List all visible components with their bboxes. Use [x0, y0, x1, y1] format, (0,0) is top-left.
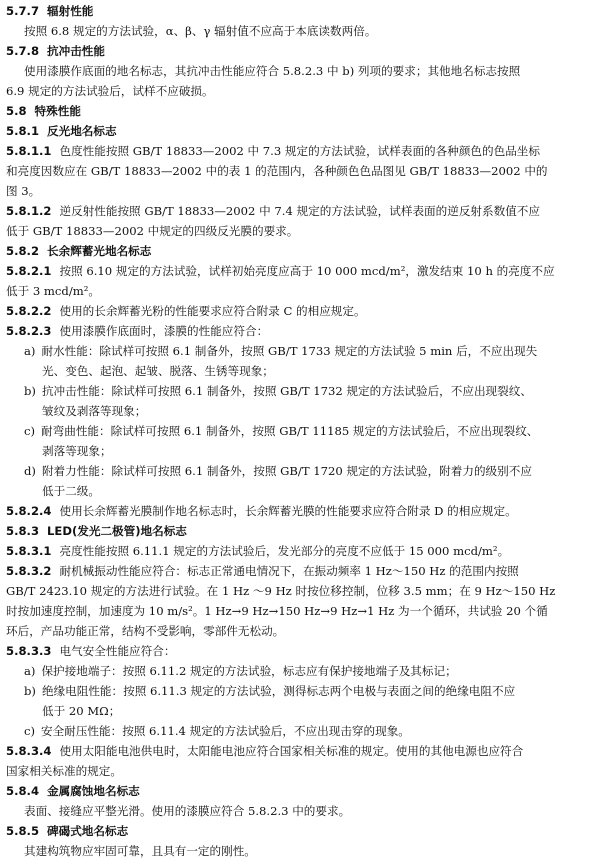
section-5-8-4-heading: 5.8.4 金属腐蚀地名标志 [6, 784, 140, 798]
section-5-8-3-4-line-2: 国家相关标准的规定。 [6, 764, 122, 778]
section-5-8-1-2-line-2: 低于 GB/T 18833—2002 中规定的四级反光膜的要求。 [6, 224, 299, 238]
list-item-b: b) 抗冲击性能：除试样可按照 6.1 制备外，按照 GB/T 1732 规定的方法试验后，不应出现裂纹、 [24, 384, 532, 398]
section-5-8-2-heading: 5.8.2 长余辉蓄光地名标志 [6, 244, 152, 258]
list-item-c: c) 耐弯曲性能：除试样可按照 6.1 制备外，按照 GB/T 11185 规定的方法试验后，不应出现裂纹、 [24, 424, 539, 438]
section-5-8-3-2-line-1: 5.8.3.2 耐机械振动性能应符合：标志正常通电情况下，在振动频率 1 Hz～150 Hz 的范围内按照 [6, 564, 519, 578]
section-5-8-3-3: 5.8.3.3 电气安全性能应符合： [6, 644, 176, 658]
section-5-7-8-text-1: 使用漆膜作底面的地名标志，其抗冲击性能应符合 5.8.2.3 中 b) 列项的要求；其他地名标志按照 [24, 64, 521, 78]
list-item-b-cont: 皱纹及剥落等现象； [42, 404, 147, 418]
section-5-7-8-heading: 5.7.8 抗冲击性能 [6, 44, 105, 58]
elec-item-c: c) 安全耐压性能：按照 6.11.4 规定的方法试验后，不应出现击穿的现象。 [24, 724, 410, 738]
list-item-d-cont: 低于二级。 [42, 484, 100, 498]
section-5-8-2-1-line-1: 5.8.2.1 按照 6.10 规定的方法试验，试样初始亮度应高于 10 000 mcd/m²，激发结束 10 h 的亮度不应 [6, 264, 555, 278]
section-5-8-1-heading: 5.8.1 反光地名标志 [6, 124, 117, 138]
section-5-8-5-heading: 5.8.5 碑碣式地名标志 [6, 824, 129, 838]
section-5-8-4-text: 表面、接缝应平整光滑。使用的漆膜应符合 5.8.2.3 中的要求。 [24, 804, 351, 818]
section-5-8-2-4: 5.8.2.4 使用长余辉蓄光膜制作地名标志时，长余辉蓄光膜的性能要求应符合附录 D 的相应规定。 [6, 504, 517, 518]
section-5-8-3-4-line-1: 5.8.3.4 使用太阳能电池供电时，太阳能电池应符合国家相关标准的规定。使用的其他电源也应符合 [6, 744, 524, 758]
section-5-7-7-text: 按照 6.8 规定的方法试验，α、β、γ 辐射值不应高于本底读数两倍。 [24, 24, 377, 38]
section-5-8-3-1: 5.8.3.1 亮度性能按照 6.11.1 规定的方法试验后，发光部分的亮度不应低于 15 000 mcd/m²。 [6, 544, 510, 558]
section-5-8-heading: 5.8 特殊性能 [6, 104, 81, 118]
section-5-8-1-2-line-1: 5.8.1.2 逆反射性能按照 GB/T 18833—2002 中 7.4 规定的方法试验，试样表面的逆反射系数值不应 [6, 204, 540, 218]
section-5-8-3-2-line-4: 环后，产品功能正常，结构不受影响，零部件无松动。 [6, 624, 285, 638]
elec-item-b: b) 绝缘电阻性能：按照 6.11.3 规定的方法试验，测得标志两个电极与表面之间的绝缘电阻不应 [24, 684, 516, 698]
list-item-a: a) 耐水性能：除试样可按照 6.1 制备外，按照 GB/T 1733 规定的方法试验 5 min 后，不应出现失 [24, 344, 538, 358]
section-5-8-2-1-line-2: 低于 3 mcd/m²。 [6, 284, 100, 298]
list-item-a-cont: 光、变色、起泡、起皱、脱落、生锈等现象； [42, 364, 274, 378]
section-5-8-1-1-line-2: 和亮度因数应在 GB/T 18833—2002 中的表 1 的范围内，各种颜色色品图见 GB/T 18833—2002 中的 [6, 164, 548, 178]
section-5-8-1-1-line-1: 5.8.1.1 色度性能按照 GB/T 18833—2002 中 7.3 规定的方法试验，试样表面的各种颜色的色品坐标 [6, 144, 540, 158]
section-5-8-1-1-line-3: 图 3。 [6, 184, 41, 198]
section-5-8-2-2: 5.8.2.2 使用的长余辉蓄光粉的性能要求应符合附录 C 的相应规定。 [6, 304, 366, 318]
elec-item-a: a) 保护接地端子：按照 6.11.2 规定的方法试验，标志应有保护接地端子及其标记； [24, 664, 457, 678]
section-5-7-7-heading: 5.7.7 辐射性能 [6, 4, 94, 18]
section-5-8-3-2-line-3: 时按加速度控制，加速度为 10 m/s²。1 Hz→9 Hz→150 Hz→9 Hz→1 Hz 为一个循环，共试验 20 个循 [6, 604, 548, 618]
list-item-d: d) 附着力性能：除试样可按照 6.1 制备外，按照 GB/T 1720 规定的方法试验，附着力的级别不应 [24, 464, 532, 478]
list-item-c-cont: 剥落等现象； [42, 444, 112, 458]
elec-item-b-cont: 低于 20 MΩ； [42, 704, 121, 718]
section-5-7-8-text-2: 6.9 规定的方法试验后，试样不应破损。 [6, 84, 214, 98]
section-5-8-3-heading: 5.8.3 LED(发光二极管)地名标志 [6, 524, 187, 538]
section-5-8-5-text: 其建构筑物应牢固可靠，且具有一定的刚性。 [24, 844, 256, 858]
section-5-8-2-3: 5.8.2.3 使用漆膜作底面时，漆膜的性能应符合： [6, 324, 269, 338]
section-5-8-3-2-line-2: GB/T 2423.10 规定的方法进行试验。在 1 Hz ～9 Hz 时按位移控制，位移 3.5 mm；在 9 Hz～150 Hz [6, 584, 556, 598]
